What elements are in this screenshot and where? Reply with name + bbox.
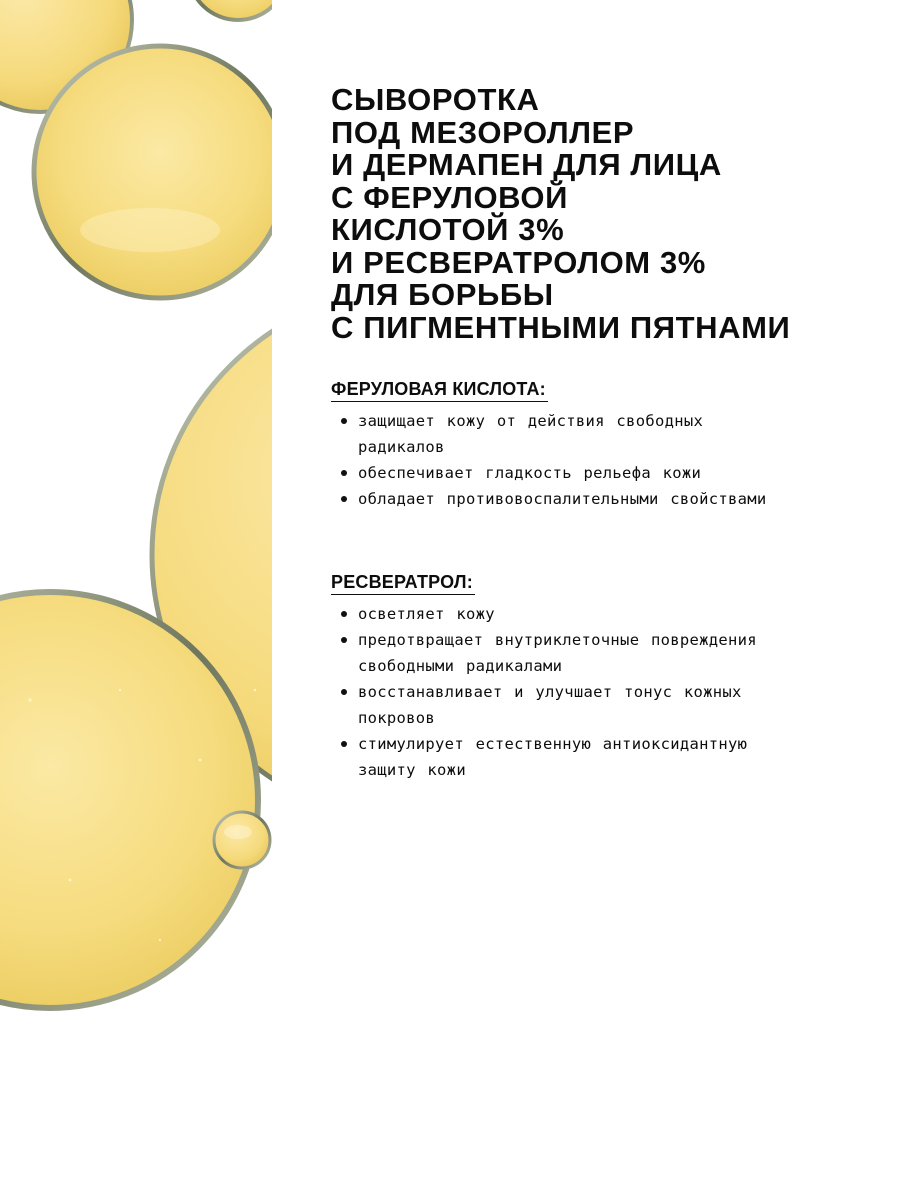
product-title <box>331 84 871 344</box>
bullet-dot-icon <box>341 470 347 476</box>
title-line: И РЕСВЕРАТРОЛОМ 3% <box>331 244 706 280</box>
resveratrol-section <box>331 570 871 783</box>
list-item-text: обладает противовоспалительными свойствами <box>358 490 767 508</box>
list-item <box>331 460 788 486</box>
title-line: С ПИГМЕНТНЫМИ ПЯТНАМИ <box>331 309 791 345</box>
ferulic-acid-heading: ФЕРУЛОВАЯ КИСЛОТА: <box>331 377 548 402</box>
list-item <box>331 486 788 512</box>
title-line: ДЛЯ БОРЬБЫ <box>331 277 554 312</box>
list-item <box>331 601 788 627</box>
resveratrol-heading: РЕСВЕРАТРОЛ: <box>331 570 475 595</box>
list-item-text: осветляет кожу <box>358 605 495 623</box>
bullet-dot-icon <box>341 611 347 617</box>
ferulic-acid-list <box>331 408 871 512</box>
title-line: КИСЛОТОЙ 3% <box>331 212 565 247</box>
bullet-dot-icon <box>341 418 347 424</box>
title-line: С ФЕРУЛОВОЙ <box>331 179 568 215</box>
resveratrol-list <box>331 601 871 783</box>
ferulic-acid-section <box>331 377 871 512</box>
list-item <box>331 627 788 679</box>
title-line: СЫВОРОТКА <box>331 82 540 117</box>
bullet-dot-icon <box>341 496 347 502</box>
list-item-text: предотвращает внутриклеточные повреждения свободными радикалами <box>358 631 757 675</box>
oil-bubbles-image <box>0 0 272 1200</box>
product-info <box>331 82 871 779</box>
list-item <box>331 408 788 460</box>
bullet-dot-icon <box>341 637 347 643</box>
title-line: И ДЕРМАПЕН ДЛЯ ЛИЦА <box>331 147 722 182</box>
list-item-text: защищает кожу от действия свободных радикалов <box>358 412 704 456</box>
title-line: ПОД МЕЗОРОЛЛЕР <box>331 114 635 150</box>
list-item-text: обеспечивает гладкость рельефа кожи <box>358 464 702 482</box>
bullet-dot-icon <box>341 689 347 695</box>
list-item <box>331 731 788 783</box>
list-item <box>331 679 788 731</box>
list-item-text: восстанавливает и улучшает тонус кожных покровов <box>358 683 742 727</box>
list-item-text: стимулирует естественную антиоксидантную защиту кожи <box>358 735 748 779</box>
bullet-dot-icon <box>341 741 347 747</box>
